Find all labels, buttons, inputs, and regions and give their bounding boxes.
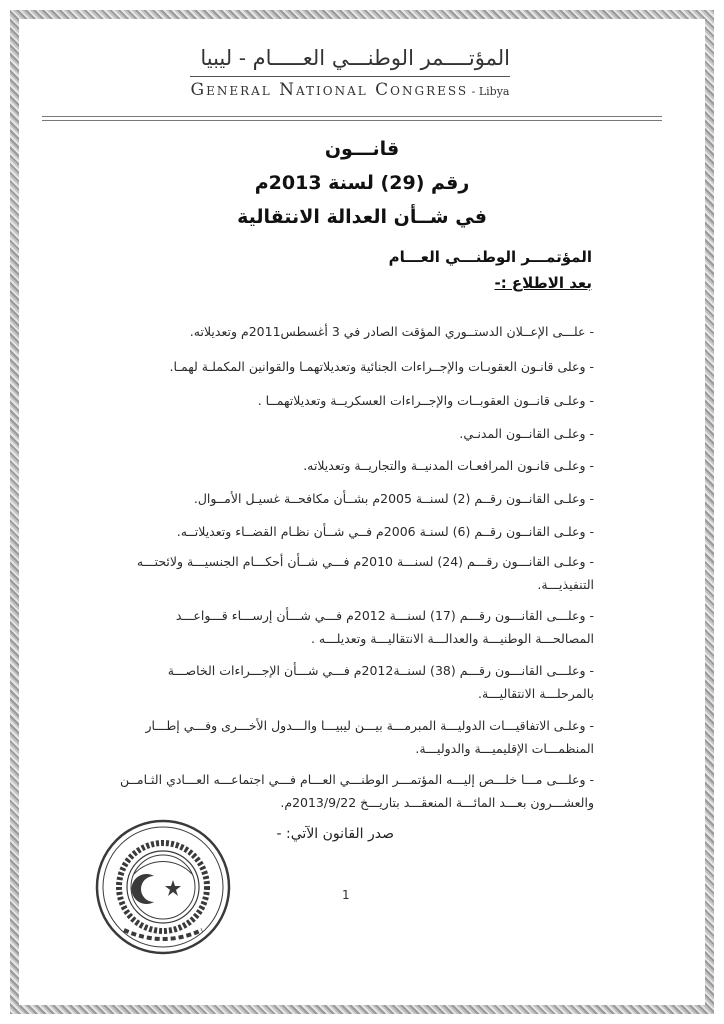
header-english-name: General National Congress: [190, 80, 469, 100]
clause: - وعلـى القانــون رقــم (2) لسنــة 2005م بشــأن مكافحــة غسيـل الأمــوال.: [193, 491, 594, 506]
law-title: قانـــون: [324, 138, 400, 160]
header-arabic: المؤتــــمر الوطنـــي العـــــام - ليبيا: [200, 46, 510, 70]
seal-bottom-lettering: [124, 930, 202, 939]
clause: - وعلـى القانــون رقــم (6) لسنـة 2006م فــي شــأن نظـام القضــاء وتعديلاتــه.: [176, 524, 594, 539]
header-english: [190, 80, 510, 100]
after-review-heading: بعد الاطلاع :-: [494, 274, 592, 292]
star-icon: [165, 880, 181, 896]
header-english-country: - Libya: [468, 85, 510, 98]
law-number: رقم (29) لسنة 2013م: [254, 172, 470, 194]
page-number: 1: [342, 888, 350, 902]
promulgation-statement: صدر القانون الآتي: -: [276, 826, 394, 842]
clause: - وعلـى القانـــون رقـــم (24) لسنـــة 2010م فـــي شــأن أحكـــام الجنسيـــة ولائحتـــه التنفيذيـــة.: [136, 554, 594, 592]
clause: - وعلـى الاتفاقيـــات الدوليـــة المبرمـــة بيـــن ليبيـــا والـــدول الأخـــرى وفـــي إطـــار المنظمـــات الإقليميـــة والدوليـــة.: [145, 718, 594, 756]
clause: - وعلـــى القانـــون رقـــم (38) لسنــة2012م فـــي شـــأن الإجـــراءات الخاصـــة بالمرحلـــة الانتقاليـــة.: [167, 663, 594, 701]
clause: - وعلى قانـون العقوبـات والإجــراءات الجنائية وتعديلاتهمـا والقوانين المكملـة لهمـا.: [169, 359, 594, 374]
issuing-authority: المؤتمـــر الوطنـــي العـــام: [388, 248, 592, 266]
crescent-icon: [132, 874, 154, 904]
law-subject: في شــأن العدالة الانتقالية: [237, 206, 487, 228]
clause: - وعلـــى مـــا خلـــص إليـــه المؤتمـــر الوطنـــي العـــام فـــي اجتماعـــه العـــادي الثـامــن والعشـــرون بعـــد المائـــة المنعقـــد بتاريـــخ 2013/9/22م.: [120, 772, 594, 810]
clause: - علـــى الإعــلان الدستــوري المؤقت الصادر في 3 أغسطس2011م وتعديلاته.: [189, 324, 594, 339]
clause: - وعلـى قانــون العقوبــات والإجــراءات العسكريــة وتعديلاتهمــا .: [257, 393, 594, 408]
clause: - وعلـــى القانـــون رقـــم (17) لسنـــة 2012م فـــي شـــأن إرســـاء قـــواعـــد المصالحـــة الوطنيـــة والعدالـــة الانتقاليـــة وتعديلـــه .: [175, 608, 594, 646]
clause: - وعلـى القانــون المدنـي.: [459, 426, 594, 441]
header-rule-bottom: [42, 120, 662, 121]
seal-arc: [134, 862, 192, 874]
header-divider: [190, 76, 510, 77]
clause: - وعلـى قانـون المرافعـات المدنيــة والتجاريــة وتعديلاته.: [303, 458, 594, 473]
congress-seal: [94, 818, 232, 956]
header-rule-top: [42, 116, 662, 117]
